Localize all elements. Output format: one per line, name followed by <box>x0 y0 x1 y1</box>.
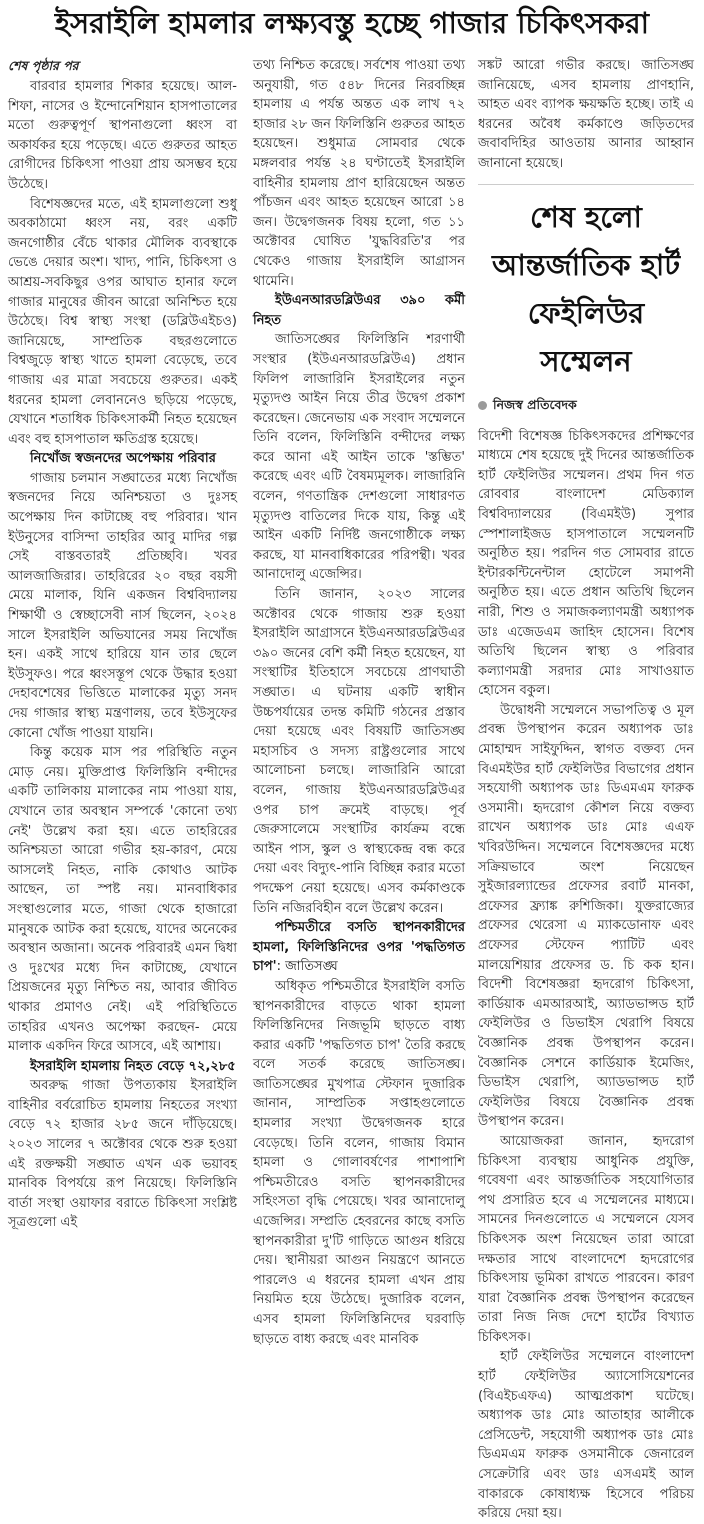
paragraph: আয়োজকরা জানান, হৃদরোগ চিকিৎসা ব্যবস্থায় আধুনিক প্রযুক্তি, গবেষণা এবং আন্তর্জাতিক সহযোগিতার পথ প্রসারিত হবে এ সম্মেলনের মাধ্যমে। সামনের দিনগুলোতে এ সম্মেলনে যেসব চিকিৎসক অংশ নিয়েছেন তারা আরো দক্ষতার সাথে বাংলাদেশে হৃদরোগের চিকিৎসায় ভূমিকা রাখতে পারবেন। কারণ যারা বৈজ্ঞানিক প্রবন্ধ উপস্থাপন করেছেন তারা নিজ নিজ দেশে হার্টের বিখ্যাত চিকিৎসক। <box>478 1133 694 1345</box>
article-divider <box>478 184 694 185</box>
subheading <box>253 918 465 977</box>
paragraph: জাতিসঙ্ঘের ফিলিস্তিনি শরণার্থী সংস্থার (ইউএনআরডব্লিউএ) প্রধান ফিলিপ লাজারিনি ইসরাইলের নতুন মৃত্যুদণ্ড আইন নিয়ে তীব্র উদ্বেগ প্রকাশ করেছেন। জেনেভায় এক সংবাদ সম্মেলনে তিনি বলেন, ফিলিস্তিনি বন্দীদের লক্ষ্য করে আনা এই আইন তাকে 'স্তম্ভিত' করেছে এবং এটি বৈষম্যমূলক। লাজারিনি বলেন, গণতান্ত্রিক দেশগুলো সাধারণত মৃত্যুদণ্ড বাতিলের দিকে যায়, কিন্তু এই আইন একটি নির্দিষ্ট জনগোষ্ঠীকে লক্ষ্য করছে, যা মানবাধিকারের পরিপন্থী। খবর আনাদোলু এজেন্সির। <box>253 332 465 583</box>
column-2 <box>253 56 465 1349</box>
paragraph-continued: তথ্য নিশ্চিত করেছে। সর্বশেষ পাওয়া তথ্য অনুযায়ী, গত ৫৪৮ দিনের নিরবচ্ছিন্ন হামলায় এ পর্যন্ত অন্তত এক লাখ ৭২ হাজার ২৮ জন ফিলিস্তিনি গুরুতর আহত হয়েছেন। শুধুমাত্র সোমবার থেকে মঙ্গলবার পর্যন্ত ২৪ ঘণ্টাতেই ইসরাইলি বাহিনীর হামলায় প্রাণ হারিয়েছেন অন্তত পাঁচজন এবং আহত হয়েছেন আরো ১৪ জন। উদ্বেগজনক বিষয় হলো, গত ১১ অক্টোবর ঘোষিত 'যুদ্ধবিরতি'র পর থেকেও গাজায় ইসরাইলি আগ্রাসন থামেনি। <box>253 58 465 289</box>
byline-text: নিজস্ব প্রতিবেদক <box>493 396 577 412</box>
byline <box>478 395 694 415</box>
article-headline: শেষ হলো আন্তর্জাতিক হার্ট ফেইলিউর সম্মেলন <box>491 199 681 378</box>
paragraph: অবরুদ্ধ গাজা উপত্যকায় ইসরাইলি বাহিনীর বর্বরোচিত হামলায় নিহতের সংখ্যা বেড়ে ৭২ হাজার ২৮৫ জনে দাঁড়িয়েছে। ২০২৩ সালের ৭ অক্টোবর থেকে শুরু হওয়া এই রক্তক্ষয়ী সঙ্ঘাত এখন এক ভয়াবহ মানবিক বিপর্যয়ে রূপ নিয়েছে। ফিলিস্তিনি বার্তা সংস্থা ওয়াফার বরাতে চিকিৎসা সংশ্লিষ্ট সূত্রগুলো এই <box>8 1078 237 1231</box>
column-1 <box>8 56 237 1233</box>
paragraph: গাজায় চলমান সঙ্ঘাতের মধ্যে নিখোঁজ স্বজনদের নিয়ে অনিশ্চয়তা ও দুঃসহ অপেক্ষায় দিন কাটাচ্ছে বহু পরিবার। খান ইউনুসের বাসিন্দা তাহরির আবু মাদির গল্প সেই বাস্তবতারই প্রতিচ্ছবি। খবর আলজাজিরার। তাহরিরের ২০ বছর বয়সী মেয়ে মালাক, যিনি একজন বিশ্ববিদ্যালয় শিক্ষার্থী ও স্বেচ্ছাসেবী নার্স ছিলেন, ২০২৪ সালে ইসরাইলি অভিযানের সময় নিখোঁজ হন। একই সাথে হারিয়ে যান তার ছেলে ইউসুফও। পরে ধ্বংসস্তূপ থেকে উদ্ধার হওয়া দেহাবশেষের ভিত্তিতে মালাকের মৃত্যু সনদ দেয় গাজার স্বাস্থ্য মন্ত্রণালয়, তবে ইউসুফের কোনো খোঁজ পাওয়া যায়নি। <box>8 470 237 741</box>
column-3 <box>478 56 694 1524</box>
paragraph: কিন্তু কয়েক মাস পর পরিস্থিতি নতুন মোড় নেয়। মুক্তিপ্রাপ্ত ফিলিস্তিনি বন্দীদের একটি তালিকায় মালাকের নাম পাওয়া যায়, যেখানে তার অবস্থান সম্পর্কে 'কোনো তথ্য নেই' উল্লেখ করা হয়। এতে তাহরিরের অনিশ্চয়তা আরো গভীর হয়-কারণ, মেয়ে আসলেই নিহত, নাকি কোথাও আটক আছেন, তা স্পষ্ট নয়। মানবাধিকার সংস্থাগুলোর মতে, গাজা থেকে হাজারো মানুষকে আটক করা হয়েছে, যাদের অনেকের অবস্থান অজানা। অনেক পরিবারই এমন দ্বিধা ও দুঃখের মধ্যে দিন কাটাচ্ছে, যেখানে প্রিয়জনের মৃত্যু নিশ্চিত নয়, আবার জীবিত থাকার প্রমাণও নেই। এই পরিস্থিতিতে তাহরির এখনও অপেক্ষা করছেন- মেয়ে মালাক একদিন ফিরে আসবে, এই আশায়। <box>8 745 237 1055</box>
paragraph-continued: সঙ্কট আরো গভীর করছে। জাতিসঙ্ঘ জানিয়েছে, এসব হামলায় প্রাণহানি, আহত এবং ব্যাপক ক্ষয়ক্ষতি হচ্ছে। তাই এ ধরনের অবৈধ কর্মকাণ্ডে জড়িতদের জবাবদিহির আওতায় আনার আহ্বান জানানো হয়েছে। <box>478 58 694 171</box>
subheading: ইউএনআরডব্লিউএর ৩৯০ কর্মী নিহত <box>253 293 465 328</box>
subheading: নিখোঁজ স্বজনদের অপেক্ষায় পরিবার <box>30 451 216 467</box>
main-headline: ইসরাইলি হামলার লক্ষ্যবস্তু হচ্ছে গাজার চিকিৎসকরা <box>54 6 650 40</box>
paragraph: উদ্বোধনী সম্মেলনে সভাপতিত্ব ও মূল প্রবন্ধ উপস্থাপন করেন অধ্যাপক ডাঃ মোহাম্মদ সাইফুদ্দিন, স্বাগত বক্তব্য দেন বিএমইউর হার্ট ফেইলিউর বিভাগের প্রধান সহযোগী অধ্যাপক ডাঃ ডিএমএম ফারুক ওসমানী। হৃদরোগ কৌশল নিয়ে বক্তব্য রাখেন অধ্যাপক ডাঃ মোঃ এএফ খবিরউদ্দিন। সম্মেলনে বিশেষজ্ঞদের মধ্যে সক্রিয়ভাবে অংশ নিয়েছেন সুইজারল্যান্ডের প্রফেসর রবার্ট মানকা, প্রফেসর ফ্র্যাঙ্ক রুশিজিকা। যুক্তরাজ্যের প্রফেসর থেরেসা এ ম্যাকডোনাফ এবং প্রফেসর স্টেফেন প্যাটিট এবং মালয়েশিয়ার প্রফেসর ড. চি কক হান। বিদেশী বিশেষজ্ঞরা হৃদরোগ চিকিৎসা, কার্ডিয়াক এমআরআই, অ্যাডভান্সড হার্ট ফেইলিউর ও ডিভাইস থেরাপি বিষয়ে বৈজ্ঞানিক প্রবন্ধ উপস্থাপন করেন। বৈজ্ঞানিক সেশনে কার্ডিয়াক ইমেজিং, ডিভাইস থেরাপি, অ্যাডভান্সড হার্ট ফেইলিউর বিষয়ে বৈজ্ঞানিক প্রবন্ধ উপস্থাপন করেন। <box>478 702 694 1130</box>
paragraph: বিশেষজ্ঞদের মতে, এই হামলাগুলো শুধু অবকাঠামো ধ্বংস নয়, বরং একটি জনগোষ্ঠীর বেঁচে থাকার মৌলিক ব্যবস্থাকে ভেঙে দেয়ার অংশ। খাদ্য, পানি, চিকিৎসা ও আশ্রয়-সবকিছুর ওপর আঘাত হানার ফলে গাজার মানুষের জীবন আরো অনিশ্চিত হয়ে উঠেছে। বিশ্ব স্বাস্থ্য সংস্থা (ডব্লিউএইচও) জানিয়েছে, সাম্প্রতিক বছরগুলোতে বিশ্বজুড়ে স্বাস্থ্য খাতে হামলা বেড়েছে, তবে গাজায় এর মাত্রা সবচেয়ে গুরুতর। একই ধরনের হামলা লেবাননেও ছড়িয়ে পড়েছে, যেখানে শতাধিক চিকিৎসাকর্মী নিহত হয়েছেন এবং বহু হাসপাতাল ক্ষতিগ্রস্ত হয়েছে। <box>8 196 237 447</box>
subheading: ইসরাইলি হামলায় নিহত বেড়ে ৭২,২৮৫ <box>30 1058 236 1074</box>
continued-from-label: শেষ পৃষ্ঠার পর <box>8 58 79 73</box>
subheading-source: : জাতিসঙ্ঘ <box>276 959 338 975</box>
paragraph: তিনি জানান, ২০২৩ সালের অক্টোবর থেকে গাজায় শুরু হওয়া ইসরাইলি আগ্রাসনে ইউএনআরডব্লিউএর ৩৯০ জনের বেশি কর্মী নিহত হয়েছেন, যা সংস্থাটির ইতিহাসে সবচেয়ে প্রাণঘাতী সঙ্ঘাত। এ ঘটনায় একটি স্বাধীন উচ্চপর্যায়ের তদন্ত কমিটি গঠনের প্রস্তাব দেয়া হয়েছে এবং বিষয়টি জাতিসঙ্ঘ মহাসচিব ও সদস্য রাষ্ট্রগুলোর সাথে আলোচনা চলছে। লাজারিনি আরো বলেন, গাজায় ইউএনআরডব্লিউএর ওপর চাপ ক্রমেই বাড়ছে। পূর্ব জেরুসালেমে সংস্থাটির কার্যক্রম বন্ধে আইন পাস, স্কুল ও স্বাস্থ্যকেন্দ্র বন্ধ করে দেয়া এবং বিদ্যুৎ-পানি বিচ্ছিন্ন করার মতো পদক্ষেপ নেয়া হয়েছে। এসব কর্মকাণ্ডকে তিনি নজিরবিহীন বলে উল্লেখ করেন। <box>253 587 465 916</box>
paragraph: বারবার হামলার শিকার হয়েছে। আল-শিফা, নাসের ও ইন্দোনেশিয়ান হাসপাতালের মতো গুরুত্বপূর্ণ স্থাপনাগুলো ধ্বংস বা অকার্যকর হয়ে পড়েছে। এতে গুরুতর আহত রোগীদের চিকিৎসা পাওয়া প্রায় অসম্ভব হয়ে উঠেছে। <box>8 79 237 192</box>
paragraph: হার্ট ফেইলিউর সম্মেলনে বাংলাদেশ হার্ট ফেইলিউর অ্যাসোসিয়েশনের (বিএইচএফএ) আত্মপ্রকাশ ঘটেছে। অধ্যাপক ডাঃ মোঃ আতাহার আলীকে প্রেসিডেন্ট, সহযোগী অধ্যাপক ডাঃ মোঃ ডিএমএম ফারুক ওসমানীকে জেনারেল সেক্রেটারি এবং ডাঃ এসএমই আল বাকারকে কোষাধ্যক্ষ হিসেবে পরিচয় করিয়ে দেয়া হয়। <box>478 1349 694 1522</box>
paragraph: বিদেশী বিশেষজ্ঞ চিকিৎসকদের প্রশিক্ষণের মাধ্যমে শেষ হয়েছে দুই দিনের আন্তর্জাতিক হার্ট ফেইলিউর সম্মেলন। প্রথম দিন গত রোববার বাংলাদেশ মেডিক্যাল বিশ্ববিদ্যালয়ের (বিএমইউ) সুপার স্পেশালাইজড হাসপাতালে সম্মেলনটি অনুষ্ঠিত হয়। পরদিন গত সোমবার রাতে ইন্টারকন্টিনেন্টাল হোটেলে সমাপনী অনুষ্ঠিত হয়। এতে প্রধান অতিথি ছিলেন নারী, শিশু ও সমাজকল্যাণমন্ত্রী অধ্যাপক ডাঃ এজেডএম জাহিদ হোসেন। বিশেষ অতিথি ছিলেন স্বাস্থ্য ও পরিবার কল্যাণমন্ত্রী সরদার মোঃ সাখাওয়াত হোসেন বকুল। <box>478 428 694 699</box>
paragraph: অধিকৃত পশ্চিমতীরে ইসরাইলি বসতি স্থাপনকারীদের বাড়তে থাকা হামলা ফিলিস্তিনিদের নিজভূমি ছাড়তে বাধ্য করার একটি 'পদ্ধতিগত চাপ' তৈরি করছে বলে সতর্ক করেছে জাতিসঙ্ঘ। জাতিসঙ্ঘের মুখপাত্র স্টেফান দুজারিক জানান, সাম্প্রতিক সপ্তাহগুলোতে হামলার সংখ্যা উদ্বেগজনক হারে বেড়েছে। তিনি বলেন, গাজায় বিমান হামলা ও গোলাবর্ষণের পাশাপাশি পশ্চিমতীরেও বসতি স্থাপনকারীদের সহিংসতা বৃদ্ধি পেয়েছে। খবর আনাদোলু এজেন্সির। সম্প্রতি হেবরনের কাছে বসতি স্থাপনকারীরা দু'টি গাড়িতে আগুন ধরিয়ে দেয়। স্থানীয়রা আগুন নিয়ন্ত্রণে আনতে পারলেও এ ধরনের হামলা এখন প্রায় নিয়মিত হয়ে উঠেছে। দুজারিক বলেন, এসব হামলা ফিলিস্তিনিদের ঘরবাড়ি ছাড়তে বাধ্য করছে এবং মানবিক <box>253 978 465 1347</box>
bullet-icon <box>478 401 487 410</box>
subheading-text: পশ্চিমতীরে বসতি স্থাপনকারীদের হামলা, ফিলিস্তিনিদের ওপর 'পদ্ধতিগত চাপ' <box>253 920 465 975</box>
